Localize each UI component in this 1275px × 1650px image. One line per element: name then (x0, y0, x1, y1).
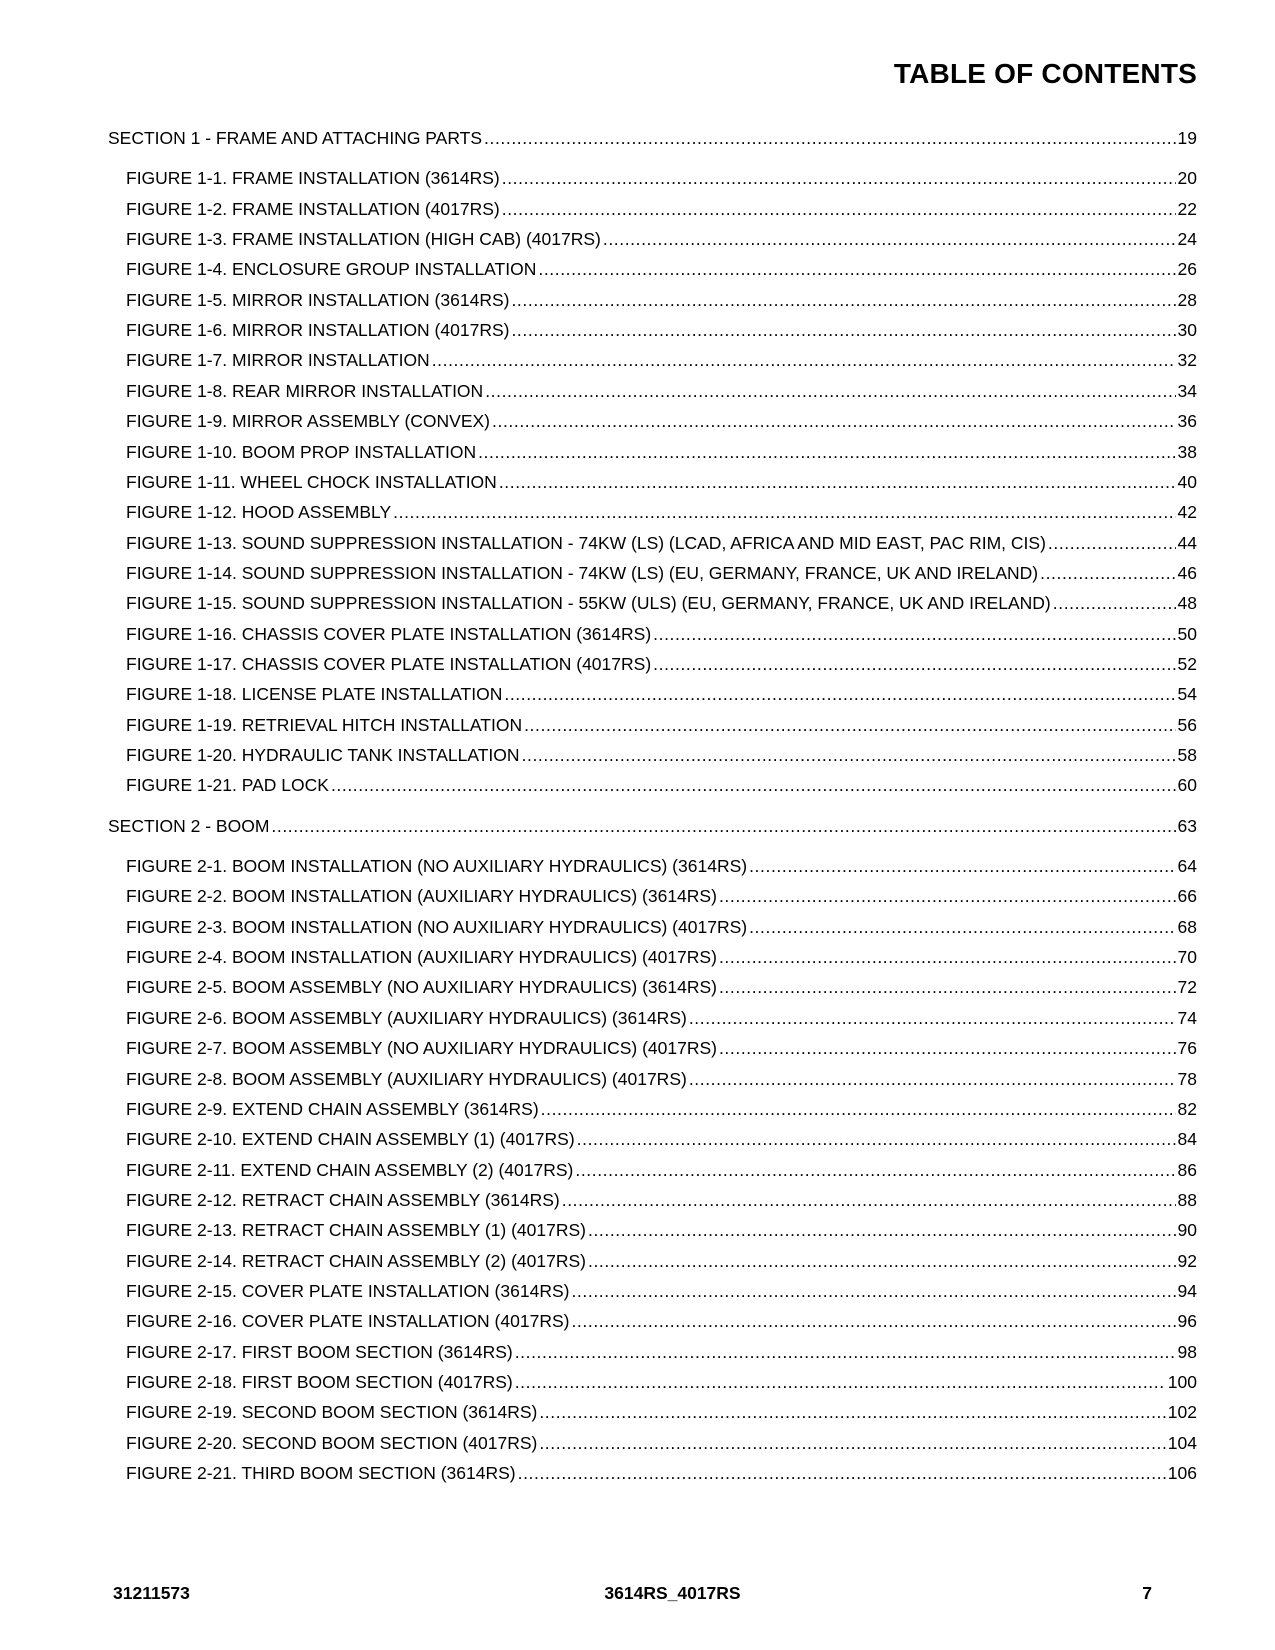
toc-figure-entry[interactable] (126, 318, 1197, 342)
toc-figure-entry[interactable] (126, 1006, 1197, 1030)
dot-leader (588, 1218, 1176, 1242)
toc-entry-label: FIGURE 1-5. MIRROR INSTALLATION (3614RS) (126, 290, 510, 310)
toc-figure-entry[interactable] (126, 1097, 1197, 1121)
toc-figure-entry[interactable] (126, 1279, 1197, 1303)
toc-entry-label: FIGURE 2-20. SECOND BOOM SECTION (4017RS) (126, 1433, 538, 1453)
toc-entry-label: FIGURE 1-2. FRAME INSTALLATION (4017RS) (126, 199, 500, 219)
toc-entry-page: 46 (1177, 563, 1197, 583)
toc-figure-entry[interactable] (126, 682, 1197, 706)
toc-entry-label: FIGURE 1-16. CHASSIS COVER PLATE INSTALLATION (3614RS) (126, 624, 652, 644)
toc-entry-page: 40 (1177, 472, 1197, 492)
dot-leader (538, 257, 1175, 281)
toc-entry-page: 88 (1177, 1190, 1197, 1210)
toc-entry-label: FIGURE 1-20. HYDRAULIC TANK INSTALLATION (126, 745, 520, 765)
dot-leader (603, 227, 1176, 251)
dot-leader (1048, 531, 1176, 555)
dot-leader (1040, 561, 1175, 585)
toc-entry-page: 72 (1177, 977, 1197, 997)
dot-leader (432, 348, 1176, 372)
toc-entry-label: FIGURE 2-7. BOOM ASSEMBLY (NO AUXILIARY HYDRAULICS) (4017RS) (126, 1038, 717, 1058)
toc-entry-label: FIGURE 2-19. SECOND BOOM SECTION (3614RS) (126, 1402, 538, 1422)
toc-entry-page: 19 (1177, 128, 1197, 148)
toc-entry-page: 38 (1177, 442, 1197, 462)
toc-section-entry[interactable] (108, 126, 1197, 150)
dot-leader (502, 197, 1176, 221)
toc-entry-label: FIGURE 2-4. BOOM INSTALLATION (AUXILIARY HYDRAULICS) (4017RS) (126, 947, 717, 967)
toc-entry-label: FIGURE 2-5. BOOM ASSEMBLY (NO AUXILIARY HYDRAULICS) (3614RS) (126, 977, 717, 997)
toc-figure-entry[interactable] (126, 975, 1197, 999)
toc-figure-entry[interactable] (126, 915, 1197, 939)
dot-leader (562, 1188, 1176, 1212)
toc-entry-page: 84 (1177, 1129, 1197, 1149)
toc-figure-entry[interactable] (126, 773, 1197, 797)
toc-entry-label: FIGURE 2-3. BOOM INSTALLATION (NO AUXILIARY HYDRAULICS) (4017RS) (126, 917, 748, 937)
toc-entry-label: SECTION 1 - FRAME AND ATTACHING PARTS (108, 128, 483, 148)
dot-leader (524, 713, 1175, 737)
dot-leader (515, 1340, 1176, 1364)
dot-leader (271, 814, 1175, 838)
toc-entry-page: 24 (1177, 229, 1197, 249)
toc-figure-entry[interactable] (126, 1249, 1197, 1273)
toc-figure-entry[interactable] (126, 1158, 1197, 1182)
toc-figure-entry[interactable] (126, 1370, 1197, 1394)
toc-entry-page: 26 (1177, 259, 1197, 279)
dot-leader (749, 854, 1175, 878)
dot-leader (492, 409, 1176, 433)
toc-figure-entry[interactable] (126, 1340, 1197, 1364)
toc-figure-entry[interactable] (126, 652, 1197, 676)
toc-entry-label: FIGURE 1-11. WHEEL CHOCK INSTALLATION (126, 472, 497, 492)
dot-leader (539, 1431, 1165, 1455)
toc-figure-entry[interactable] (126, 1309, 1197, 1333)
toc-entry-page: 66 (1177, 886, 1197, 906)
toc-entry-page: 64 (1177, 856, 1197, 876)
toc-entry-label: FIGURE 2-9. EXTEND CHAIN ASSEMBLY (3614RS) (126, 1099, 539, 1119)
toc-figure-entry[interactable] (126, 197, 1197, 221)
toc-entry-label: FIGURE 2-14. RETRACT CHAIN ASSEMBLY (2) (4017RS) (126, 1251, 586, 1271)
toc-entry-label: FIGURE 1-4. ENCLOSURE GROUP INSTALLATION (126, 259, 537, 279)
toc-figure-entry[interactable] (126, 591, 1197, 615)
dot-leader (504, 682, 1175, 706)
toc-entry-label: FIGURE 1-12. HOOD ASSEMBLY (126, 502, 392, 522)
toc-entry-label: FIGURE 1-19. RETRIEVAL HITCH INSTALLATION (126, 715, 523, 735)
toc-entry-label: FIGURE 2-13. RETRACT CHAIN ASSEMBLY (1) (4017RS) (126, 1220, 586, 1240)
dot-leader (575, 1158, 1175, 1182)
dot-leader (393, 500, 1175, 524)
toc-entry-page: 106 (1167, 1463, 1197, 1483)
dot-leader (522, 743, 1176, 767)
toc-figure-entry[interactable] (126, 1218, 1197, 1242)
toc-section-entry[interactable] (108, 814, 1197, 838)
toc-entry-label: FIGURE 1-18. LICENSE PLATE INSTALLATION (126, 684, 503, 704)
toc-entry-label: FIGURE 2-16. COVER PLATE INSTALLATION (4017RS) (126, 1311, 570, 1331)
dot-leader (588, 1249, 1176, 1273)
toc-entry-page: 76 (1177, 1038, 1197, 1058)
toc-entry-label: FIGURE 1-9. MIRROR ASSEMBLY (CONVEX) (126, 411, 491, 431)
toc-entry-page: 50 (1177, 624, 1197, 644)
toc-entry-label: FIGURE 1-14. SOUND SUPPRESSION INSTALLATION - 74KW (LS) (EU, GERMANY, FRANCE, UK AND IRELAND) (126, 563, 1039, 583)
dot-leader (719, 975, 1176, 999)
toc-entry-label: FIGURE 1-15. SOUND SUPPRESSION INSTALLATION - 55KW (ULS) (EU, GERMANY, FRANCE, UK AND IRELAND) (126, 593, 1051, 613)
toc-entry-label: FIGURE 1-13. SOUND SUPPRESSION INSTALLATION - 74KW (LS) (LCAD, AFRICA AND MID EAST, PAC RIM, CIS) (126, 533, 1046, 553)
toc-entry-label: FIGURE 2-15. COVER PLATE INSTALLATION (3614RS) (126, 1281, 570, 1301)
toc-entry-page: 60 (1177, 775, 1197, 795)
toc-figure-entry[interactable] (126, 1431, 1197, 1455)
toc-entry-page: 86 (1177, 1160, 1197, 1180)
dot-leader (478, 440, 1175, 464)
toc-entry-label: FIGURE 2-8. BOOM ASSEMBLY (AUXILIARY HYDRAULICS) (4017RS) (126, 1069, 687, 1089)
dot-leader (577, 1127, 1176, 1151)
dot-leader (515, 1370, 1166, 1394)
dot-leader (749, 915, 1175, 939)
toc-figure-entry[interactable] (126, 884, 1197, 908)
dot-leader (571, 1309, 1175, 1333)
dot-leader (719, 945, 1176, 969)
toc-figure-entry[interactable] (126, 743, 1197, 767)
toc-entry-page: 94 (1177, 1281, 1197, 1301)
toc-entry-page: 104 (1167, 1433, 1197, 1453)
toc-figure-entry[interactable] (126, 440, 1197, 464)
toc-figure-entry[interactable] (126, 166, 1197, 190)
dot-leader (719, 1036, 1176, 1060)
toc-figure-entry[interactable] (126, 622, 1197, 646)
toc-figure-entry[interactable] (126, 531, 1197, 555)
toc-figure-entry[interactable] (126, 1127, 1197, 1151)
toc-entry-label: FIGURE 1-10. BOOM PROP INSTALLATION (126, 442, 477, 462)
dot-leader (502, 166, 1176, 190)
toc-entry-page: 100 (1167, 1372, 1197, 1392)
toc-figure-entry[interactable] (126, 500, 1197, 524)
dot-leader (689, 1067, 1176, 1091)
toc-figure-entry[interactable] (126, 1400, 1197, 1424)
dot-leader (571, 1279, 1175, 1303)
toc-entry-label: FIGURE 2-12. RETRACT CHAIN ASSEMBLY (3614RS) (126, 1190, 560, 1210)
toc-entry-page: 48 (1177, 593, 1197, 613)
toc-entry-page: 42 (1177, 502, 1197, 522)
toc-figure-entry[interactable] (126, 1188, 1197, 1212)
toc-entry-page: 102 (1167, 1402, 1197, 1422)
toc-entry-page: 96 (1177, 1311, 1197, 1331)
toc-entry-page: 56 (1177, 715, 1197, 735)
toc-figure-entry[interactable] (126, 945, 1197, 969)
toc-entry-label: FIGURE 1-3. FRAME INSTALLATION (HIGH CAB) (4017RS) (126, 229, 601, 249)
dot-leader (499, 470, 1176, 494)
dot-leader (511, 318, 1175, 342)
toc-figure-entry[interactable] (126, 1067, 1197, 1091)
toc-entry-page: 44 (1177, 533, 1197, 553)
toc-entry-page: 78 (1177, 1069, 1197, 1089)
toc-entry-page: 32 (1177, 350, 1197, 370)
footer-model: 3614RS_4017RS (604, 1583, 741, 1603)
toc-entry-label: FIGURE 1-1. FRAME INSTALLATION (3614RS) (126, 168, 500, 188)
toc-figure-entry[interactable] (126, 409, 1197, 433)
toc-entry-label: FIGURE 1-8. REAR MIRROR INSTALLATION (126, 381, 484, 401)
page-title: TABLE OF CONTENTS (893, 58, 1197, 89)
toc-figure-entry[interactable] (126, 257, 1197, 281)
dot-leader (653, 622, 1175, 646)
toc-entry-label: SECTION 2 - BOOM (108, 816, 270, 836)
toc-entry-page: 52 (1177, 654, 1197, 674)
toc-figure-entry[interactable] (126, 713, 1197, 737)
toc-entry-page: 20 (1177, 168, 1197, 188)
toc-entry-page: 74 (1177, 1008, 1197, 1028)
toc-entry-label: FIGURE 1-17. CHASSIS COVER PLATE INSTALLATION (4017RS) (126, 654, 652, 674)
toc-entry-label: FIGURE 2-10. EXTEND CHAIN ASSEMBLY (1) (4017RS) (126, 1129, 575, 1149)
dot-leader (518, 1461, 1166, 1485)
toc-entry-label: FIGURE 2-17. FIRST BOOM SECTION (3614RS) (126, 1342, 513, 1362)
dot-leader (511, 288, 1175, 312)
toc-entry-page: 36 (1177, 411, 1197, 431)
toc-figure-entry[interactable] (126, 1036, 1197, 1060)
toc-entry-label: FIGURE 2-11. EXTEND CHAIN ASSEMBLY (2) (4017RS) (126, 1160, 574, 1180)
toc-entry-page: 63 (1177, 816, 1197, 836)
toc-entry-label: FIGURE 2-6. BOOM ASSEMBLY (AUXILIARY HYDRAULICS) (3614RS) (126, 1008, 687, 1028)
dot-leader (719, 884, 1176, 908)
dot-leader (1053, 591, 1176, 615)
toc-entry-label: FIGURE 2-18. FIRST BOOM SECTION (4017RS) (126, 1372, 513, 1392)
footer-page-number: 7 (1142, 1583, 1152, 1603)
toc-entry-label: FIGURE 1-6. MIRROR INSTALLATION (4017RS) (126, 320, 510, 340)
dot-leader (484, 126, 1176, 150)
toc-entry-page: 58 (1177, 745, 1197, 765)
toc-figure-entry[interactable] (126, 288, 1197, 312)
dot-leader (689, 1006, 1176, 1030)
toc-entry-page: 70 (1177, 947, 1197, 967)
toc-entry-page: 90 (1177, 1220, 1197, 1240)
toc-entry-label: FIGURE 1-21. PAD LOCK (126, 775, 329, 795)
dot-leader (541, 1097, 1176, 1121)
toc-entry-page: 34 (1177, 381, 1197, 401)
toc-entry-page: 92 (1177, 1251, 1197, 1271)
toc-entry-page: 30 (1177, 320, 1197, 340)
toc-entry-page: 68 (1177, 917, 1197, 937)
toc-entry-page: 28 (1177, 290, 1197, 310)
toc-figure-entry[interactable] (126, 379, 1197, 403)
toc-figure-entry[interactable] (126, 348, 1197, 372)
toc-figure-entry[interactable] (126, 227, 1197, 251)
toc-entry-label: FIGURE 2-1. BOOM INSTALLATION (NO AUXILIARY HYDRAULICS) (3614RS) (126, 856, 748, 876)
toc-entry-label: FIGURE 2-21. THIRD BOOM SECTION (3614RS) (126, 1463, 516, 1483)
toc-entry-page: 82 (1177, 1099, 1197, 1119)
dot-leader (653, 652, 1175, 676)
toc-figure-entry[interactable] (126, 1461, 1197, 1485)
toc-entry-label: FIGURE 2-2. BOOM INSTALLATION (AUXILIARY HYDRAULICS) (3614RS) (126, 886, 717, 906)
dot-leader (485, 379, 1175, 403)
toc-figure-entry[interactable] (126, 470, 1197, 494)
toc-figure-entry[interactable] (126, 854, 1197, 878)
toc-figure-entry[interactable] (126, 561, 1197, 585)
toc-entry-page: 54 (1177, 684, 1197, 704)
footer-document-number: 31211573 (113, 1583, 190, 1603)
dot-leader (331, 773, 1176, 797)
toc-entry-page: 22 (1177, 199, 1197, 219)
toc-entry-label: FIGURE 1-7. MIRROR INSTALLATION (126, 350, 430, 370)
toc-entry-page: 98 (1177, 1342, 1197, 1362)
dot-leader (539, 1400, 1165, 1424)
